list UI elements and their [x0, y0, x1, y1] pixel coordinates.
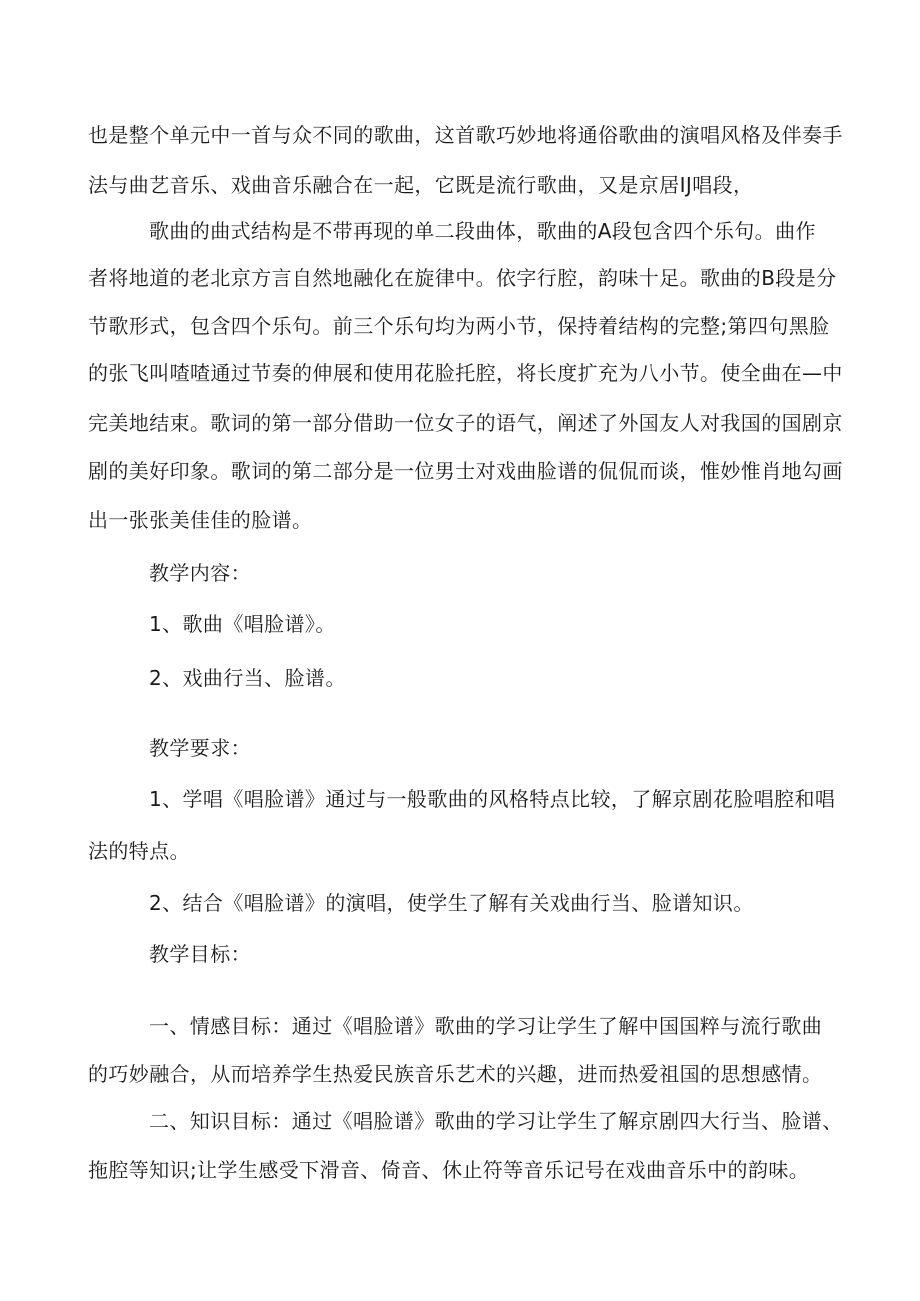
- structure-line-3: 节歌形式，包含四个乐句。前三个乐句均为两小节，保持着结构的完整;第四句黑脸: [88, 314, 830, 338]
- goals-heading: 教学目标：: [149, 942, 251, 966]
- structure-line-1: 歌曲的曲式结构是不带再现的单二段曲体，歌曲的A段包含四个乐句。曲作: [149, 219, 816, 243]
- structure-line-5: 完美地结束。歌词的第一部分借助一位女子的语气，阐述了外国友人对我国的国剧京: [88, 411, 843, 435]
- requirement-1-line-1: 1、学唱《唱脸谱》通过与一般歌曲的风格特点比较，了解京剧花脸唱腔和唱: [149, 787, 836, 811]
- goal-1-line-1: 一、情感目标：通过《唱脸谱》歌曲的学习让学生了解中国国粹与流行歌曲: [149, 1014, 823, 1038]
- requirements-heading: 教学要求：: [149, 736, 251, 760]
- goal-1-line-2: 的巧妙融合，从而培养学生热爱民族音乐艺术的兴趣，进而热爱祖国的思想感情。: [88, 1062, 823, 1086]
- goal-2-line-2: 拖腔等知识;让学生感受下滑音、倚音、休止符等音乐记号在戏曲音乐中的韵味。: [88, 1158, 810, 1182]
- content-heading: 教学内容：: [149, 561, 251, 585]
- structure-line-2: 者将地道的老北京方言自然地融化在旋律中。依字行腔，韵味十足。歌曲的B段是分: [88, 266, 837, 290]
- requirement-2: 2、结合《唱脸谱》的演唱，使学生了解有关戏曲行当、脸谱知识。: [149, 891, 754, 915]
- intro-line-2: 法与曲艺音乐、戏曲音乐融合在一起，它既是流行歌曲，又是京居IJ唱段，: [88, 173, 754, 197]
- requirement-1-line-2: 法的特点。: [88, 839, 190, 863]
- content-item-2: 2、戏曲行当、脸谱。: [149, 666, 346, 690]
- structure-line-7: 出一张张美佳佳的脸谱。: [88, 508, 313, 532]
- structure-line-6: 剧的美好印象。歌词的第二部分是一位男士对戏曲脸谱的侃侃而谈，惟妙惟肖地勾画: [88, 459, 843, 483]
- goal-2-line-1: 二、知识目标：通过《唱脸谱》歌曲的学习让学生了解京剧四大行当、脸谱、: [149, 1109, 843, 1133]
- intro-line-1: 也是整个单元中一首与众不同的歌曲，这首歌巧妙地将通俗歌曲的演唱风格及伴奏手: [88, 123, 843, 147]
- structure-line-4: 的张飞叫喳喳通过节奏的伸展和使用花脸托腔，将长度扩充为八小节。使全曲在—中: [88, 361, 843, 385]
- content-item-1: 1、歌曲《唱脸谱》。: [149, 612, 336, 636]
